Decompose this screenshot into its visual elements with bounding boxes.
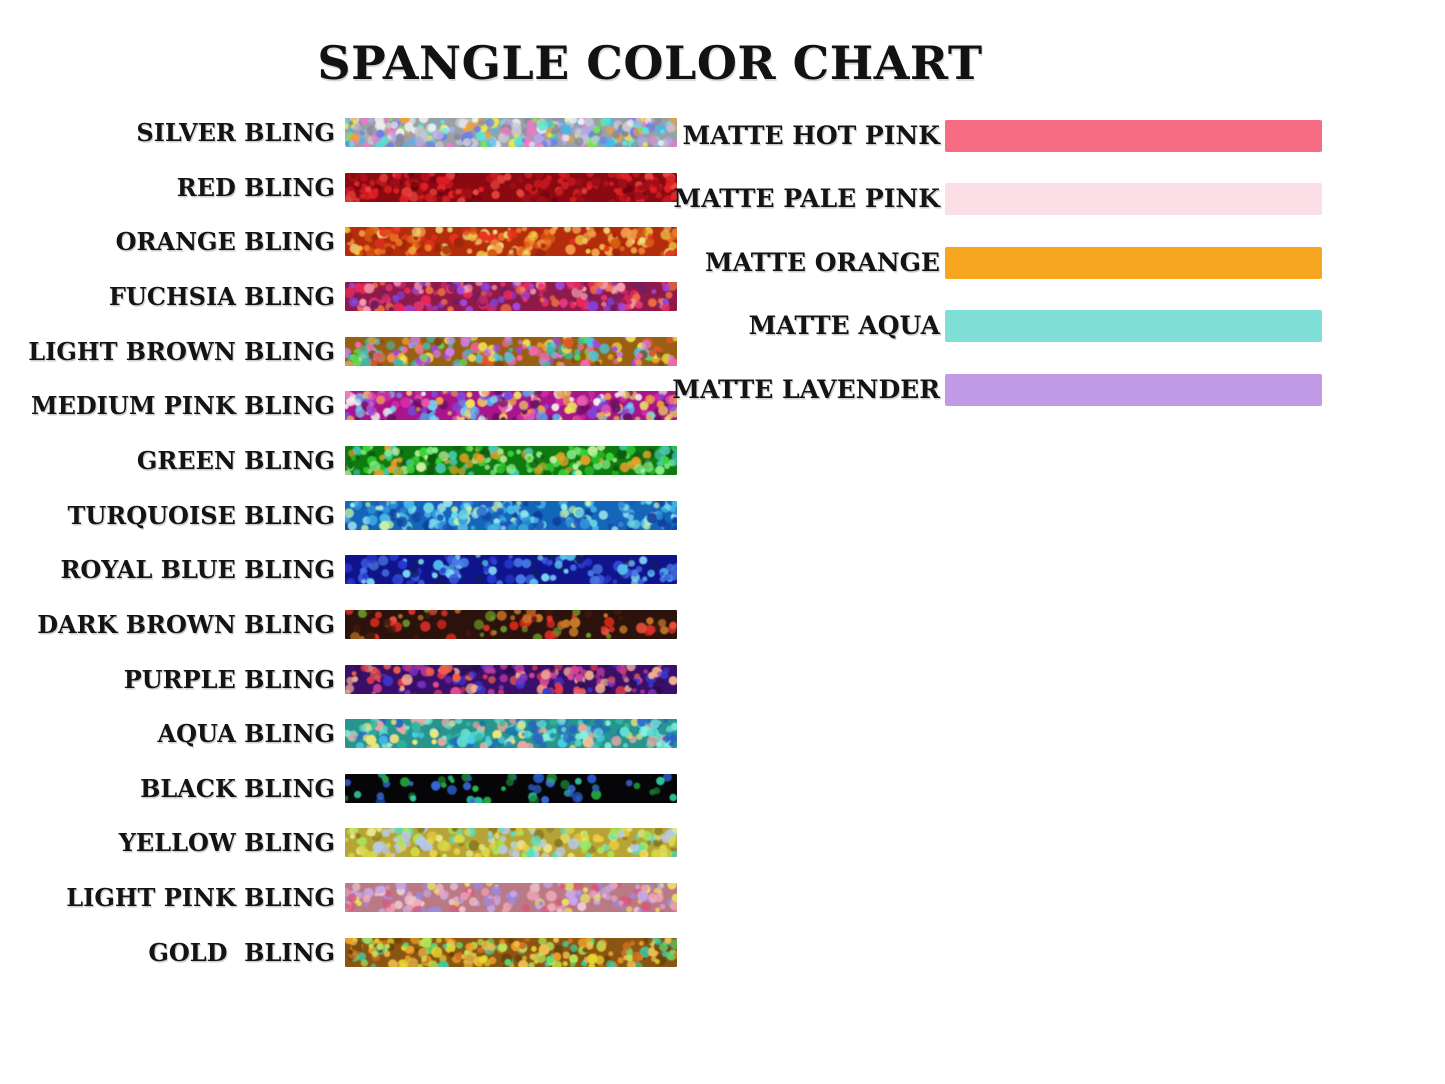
bling-row	[0, 555, 1445, 584]
bling-row	[0, 665, 1445, 694]
bling-label: PURPLE BLING	[123, 665, 335, 694]
bling-label: TURQUOISE BLING	[67, 501, 335, 530]
matte-swatch	[945, 183, 1322, 215]
bling-label: MEDIUM PINK BLING	[31, 391, 335, 420]
bling-row	[0, 501, 1445, 530]
bling-label: ROYAL BLUE BLING	[60, 555, 335, 584]
bling-swatch	[345, 610, 677, 639]
bling-label: SILVER BLING	[136, 118, 335, 147]
bling-swatch	[345, 774, 677, 803]
bling-label: BLACK BLING	[140, 774, 335, 803]
bling-swatch	[345, 828, 677, 857]
bling-swatch	[345, 282, 677, 311]
bling-label: DARK BROWN BLING	[37, 610, 335, 639]
matte-swatch	[945, 310, 1322, 342]
bling-row	[0, 938, 1445, 967]
matte-row	[0, 374, 1445, 406]
matte-label: MATTE HOT PINK	[682, 121, 940, 150]
bling-row	[0, 446, 1445, 475]
matte-label: MATTE AQUA	[748, 311, 940, 340]
bling-row	[0, 774, 1445, 803]
bling-swatch	[345, 719, 677, 748]
bling-label: ORANGE BLING	[115, 227, 335, 256]
bling-row	[0, 719, 1445, 748]
page-title: SPANGLE COLOR CHART	[317, 36, 983, 90]
matte-row	[0, 310, 1445, 342]
bling-swatch	[345, 938, 677, 967]
bling-label: FUCHSIA BLING	[108, 282, 335, 311]
matte-row	[0, 183, 1445, 215]
bling-row	[0, 282, 1445, 311]
bling-row	[0, 610, 1445, 639]
matte-swatch	[945, 120, 1322, 152]
bling-swatch	[345, 555, 677, 584]
bling-label: LIGHT PINK BLING	[66, 883, 335, 912]
matte-label: MATTE ORANGE	[705, 248, 940, 277]
bling-swatch	[345, 665, 677, 694]
matte-swatch	[945, 374, 1322, 406]
matte-label: MATTE LAVENDER	[672, 375, 940, 404]
matte-row	[0, 247, 1445, 279]
matte-label: MATTE PALE PINK	[673, 184, 940, 213]
bling-swatch	[345, 446, 677, 475]
bling-label: GREEN BLING	[136, 446, 335, 475]
bling-label: GOLD BLING	[148, 938, 335, 967]
bling-label: YELLOW BLING	[118, 828, 335, 857]
bling-label: RED BLING	[176, 173, 335, 202]
bling-row	[0, 828, 1445, 857]
bling-label: LIGHT BROWN BLING	[28, 337, 335, 366]
matte-row	[0, 120, 1445, 152]
bling-swatch	[345, 883, 677, 912]
bling-row	[0, 883, 1445, 912]
bling-swatch	[345, 501, 677, 530]
bling-label: AQUA BLING	[157, 719, 335, 748]
matte-swatch	[945, 247, 1322, 279]
